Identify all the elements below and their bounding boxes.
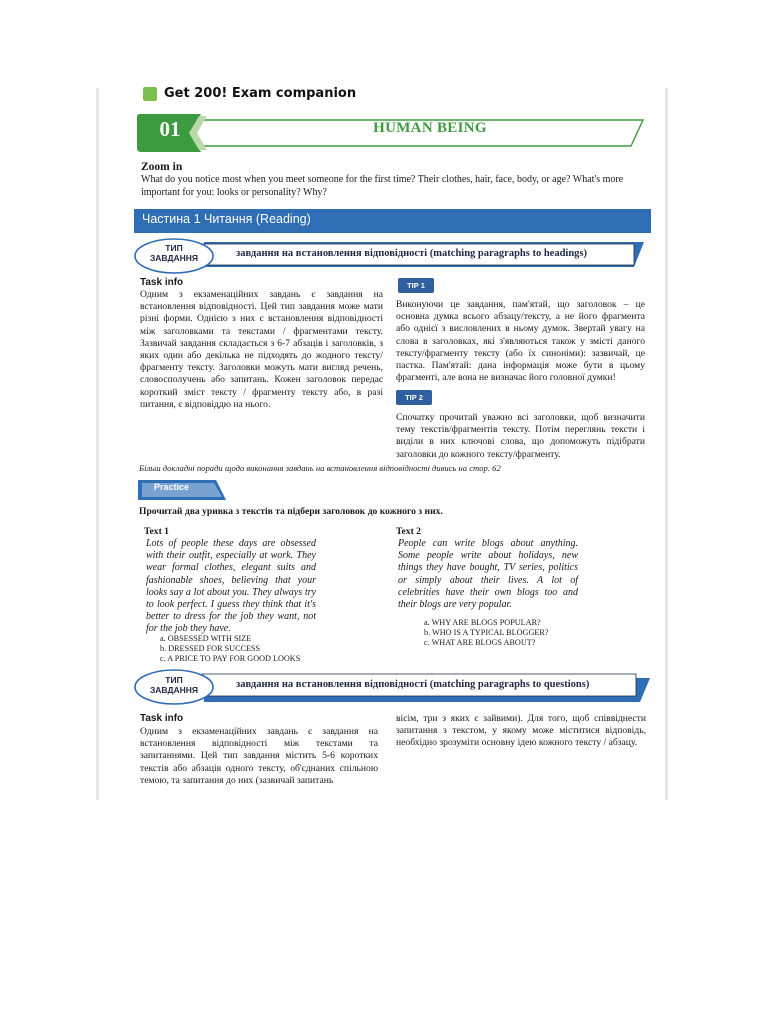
unit-title: HUMAN BEING [373,120,487,136]
page-edge-left [96,88,99,800]
task-info-title-1: Task info [140,277,184,288]
text-2-option-a: a. WHY ARE BLOGS POPULAR? [424,618,541,627]
brand-header [143,86,356,101]
tip-1-text: Виконуючи це завдання, пам'ятай, що заголовок – це основна думка всього абзацу/тексту, а не його фрагмента або однієї з висловлених в ньому думок. Звертай увагу на слова в заголовках, які з'являються також у змісті даного тексту/фрагменту тексту (або їх синоніми): зазвичай, це пастка. Пам'ятай: дана інформація може бути в цьому фрагменті, але вона не визначає його головної думки! [396,299,645,384]
task-type-label-2: ТИП ЗАВДАННЯ [149,675,199,695]
tip-2-badge: TIP 2 [396,390,432,405]
text-1-option-b: b. DRESSED FOR SUCCESS [160,644,261,654]
text-2-label: Text 2 [396,526,421,537]
task-type-title-1: завдання на встановлення відповідності (matching paragraphs to headings) [236,248,588,259]
tip-2-text: Спочатку прочитай уважно всі заголовки, щоб визначити тему текстів/фрагментів тексту. Потім переглянь тексти і виділи в них ключові слова, що допоможуть підібрати заголовки до кожного тексту/фрагменту. [396,412,645,460]
task-type-label-1: ТИП ЗАВДАННЯ [149,243,199,263]
zoom-in-text: What do you notice most when you meet someone for the first time? Their clothes, hair, face, body, or age? What's more important for you: looks or personality? Why? [141,174,624,198]
task-info-text-2-right: вісім, три з яких є зайвими). Для того, щоб співвіднести запитання з текстом, у якому може міститися відповідь, необхідно зрозуміти основну ідею кожного тексту / абзацу. [396,713,646,749]
text-1-option-a: a. OBSESSED WITH SIZE [160,634,252,643]
text-2-options [424,618,548,649]
text-1-body: Lots of people these days are obsessed with their outfit, especially at work. They wear formal clothes, elegant suits and fashionable shoes, believing that your looks say a lot about you. They always try to look perfect. I guess they think that it's better to dress for the job they want, not for the job they have. [146,538,316,635]
page-edge-right [665,88,668,800]
text-1-options [160,634,300,665]
brand-title: Get 200! Exam companion [164,86,357,101]
tip-1-badge: TIP 1 [398,278,434,293]
task-info-text-1: Одним з екзаменаційних завдань є завдання на встановлення відповідності. Цей тип завдання може мати різні форми. Однією з них є встановлення відповідності між заголовками та текстами / фрагментами тексту. Зазвичай завдання складається з 6-7 абзаців і заголовків, з яких один або декілька не підходять до жодного тексту/фрагменту тексту. Заголовки можуть мати вигляд речень, словосполучень або запитань. Кожен заголовок передає короткий зміст тексту / фрагменту тексту або, в разі питання, є відповіддю на нього. [140,289,383,410]
practice-label: Practice [154,482,190,492]
text-2-option-c: c. WHAT ARE BLOGS ABOUT? [424,638,536,648]
task-info-text-2-left: Одним з екзаменаційних завдань є завдання на встановлення відповідності між текстами та запитаннями. Цей тип завдання містить 5-6 коротких текстів або абзаців одного тексту, об'єднаних спільною темою, та запитання до них (зазвичай запитань [140,726,378,786]
zoom-in-title: Zoom in [141,161,183,173]
text-1-label: Text 1 [144,526,169,537]
reference-note: Більш докладні поради щодо виконання завдань на встановлення відповідності дивись на стор. 62 [139,463,501,473]
part-title: Частина 1 Читання (Reading) [142,212,311,226]
text-2-option-b: b. WHO IS A TYPICAL BLOGGER? [424,628,549,638]
task-info-title-2: Task info [140,713,184,724]
text-2-body: People can write blogs about anything. Some people write about holidays, new things they have bought, TV series, politics or simply about their lives. A lot of celebrities have their own blogs too and their blogs are very popular. [398,538,578,611]
brand-square-icon [143,87,157,101]
text-1-option-c: c. A PRICE TO PAY FOR GOOD LOOKS [160,654,301,664]
practice-instruction: Прочитай два уривка з текстів та підбери заголовок до кожного з них. [139,506,443,517]
task-type-title-2: завдання на встановлення відповідності (matching paragraphs to questions) [236,679,590,690]
unit-number: 01 [159,117,181,141]
